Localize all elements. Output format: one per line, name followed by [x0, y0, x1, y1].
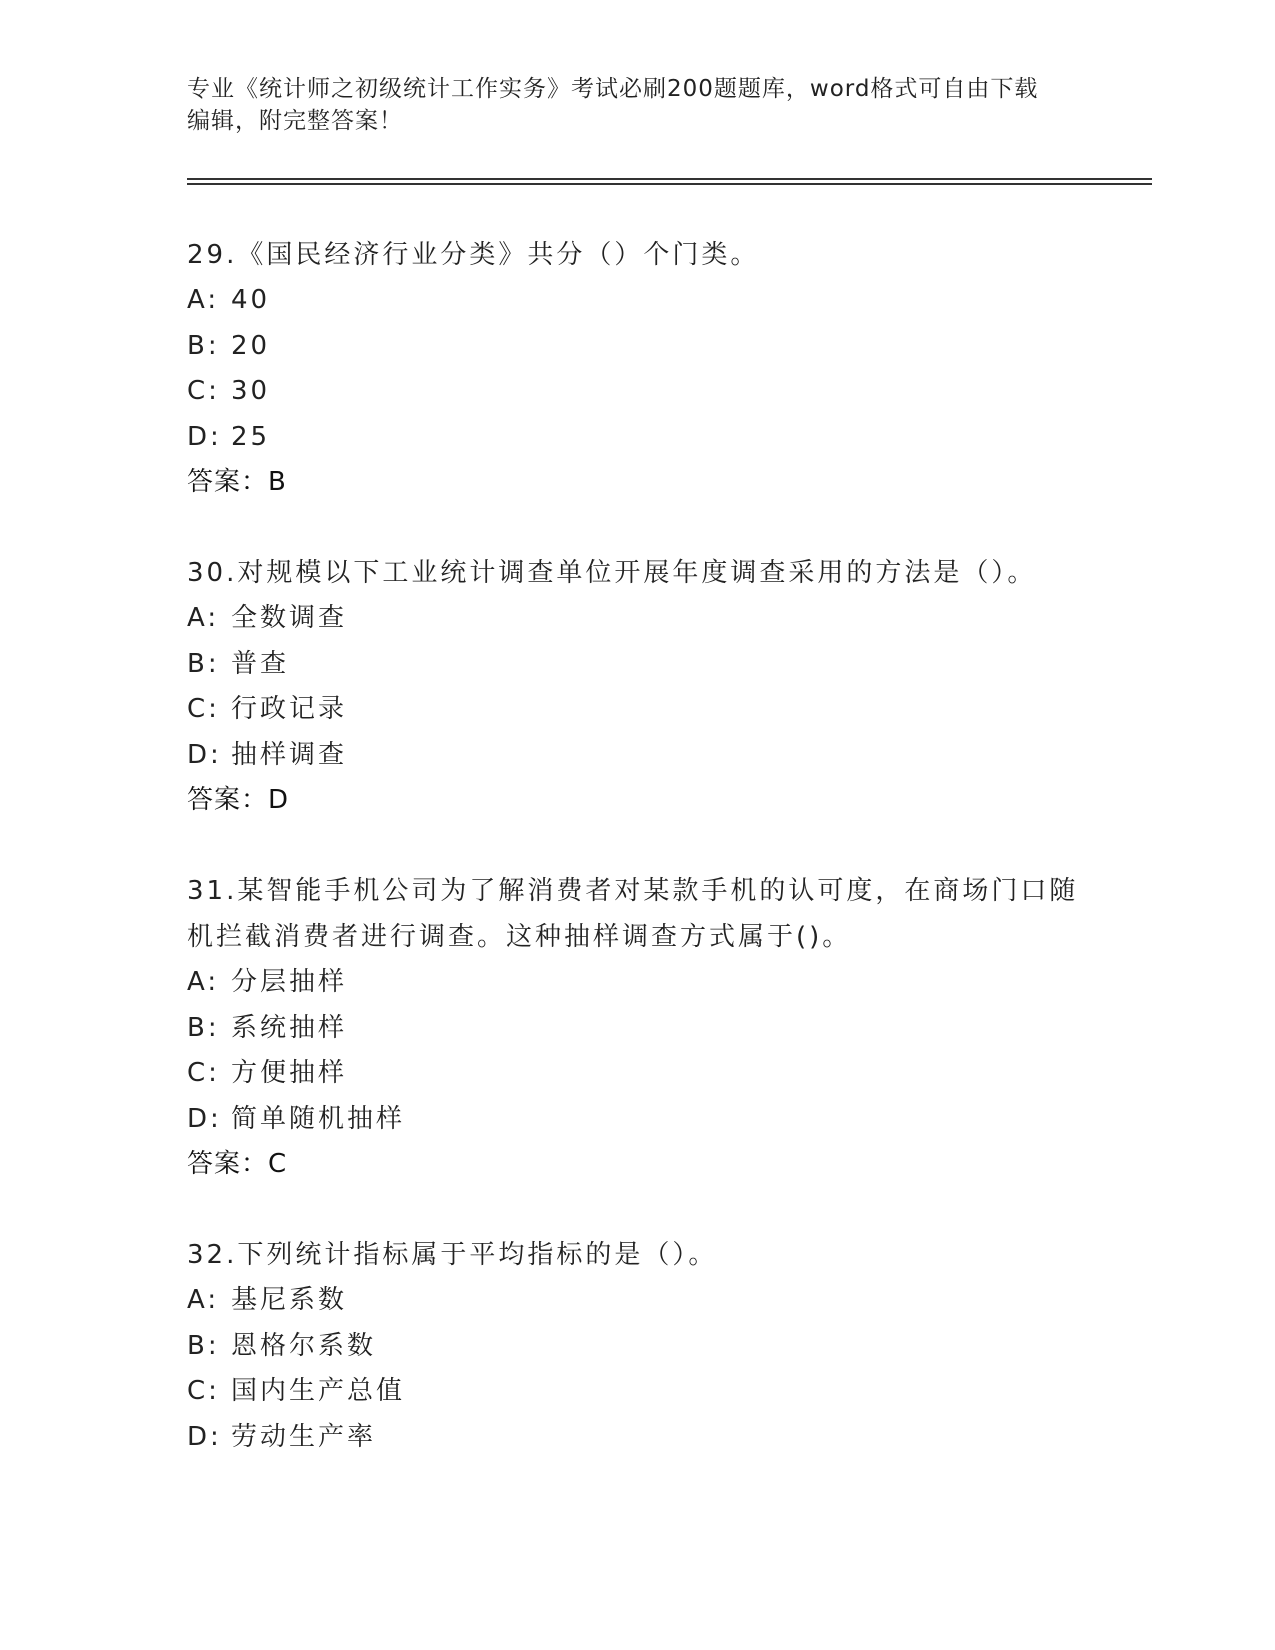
option-d	[187, 1097, 1087, 1143]
option-d	[187, 1415, 1087, 1461]
option-key: D:	[187, 739, 222, 770]
option-key: B:	[187, 648, 220, 679]
option-text: 基尼系数	[231, 1285, 348, 1315]
option-text: 全数调查	[231, 603, 348, 633]
question-31	[187, 868, 1087, 1187]
option-b	[187, 324, 1087, 370]
header-divider-bottom	[187, 183, 1152, 185]
option-key: A:	[187, 967, 220, 997]
option-c	[187, 1369, 1087, 1415]
option-text: 20	[231, 330, 271, 361]
question-stem: 29.《国民经济行业分类》共分（）个门类。	[187, 240, 760, 270]
option-a	[187, 1278, 1087, 1324]
option-c	[187, 1051, 1087, 1097]
question-stem: 32.下列统计指标属于平均指标的是（）。	[187, 1240, 718, 1270]
option-key: A:	[187, 285, 220, 315]
option-text: 方便抽样	[231, 1058, 348, 1088]
option-text: 恩格尔系数	[231, 1330, 377, 1361]
answer-line: 答案：C	[187, 1149, 288, 1179]
option-key: A:	[187, 603, 220, 633]
option-a	[187, 960, 1087, 1006]
option-b	[187, 1324, 1087, 1370]
option-text: 分层抽样	[231, 967, 348, 997]
option-c	[187, 369, 1087, 415]
option-text: 国内生产总值	[231, 1376, 406, 1406]
question-stem: 31.某智能手机公司为了解消费者对某款手机的认可度，在商场门口随机拦截消费者进行调查。这种抽样调查方式属于()。	[187, 876, 1079, 952]
option-key: A:	[187, 1285, 220, 1315]
option-key: B:	[187, 330, 220, 361]
option-key: D:	[187, 421, 222, 452]
option-key: B:	[187, 1012, 220, 1043]
question-32	[187, 1232, 1087, 1460]
option-text: 简单随机抽样	[231, 1103, 406, 1134]
option-a	[187, 596, 1087, 642]
header-line-1: 专业《统计师之初级统计工作实务》考试必刷200题题库，word格式可自由下载	[187, 76, 1039, 102]
option-text: 40	[231, 285, 271, 315]
option-key: D:	[187, 1103, 222, 1134]
option-text: 抽样调查	[231, 739, 348, 770]
option-d	[187, 415, 1087, 461]
answer-line: 答案：D	[187, 785, 290, 815]
question-stem: 30.对规模以下工业统计调查单位开展年度调查采用的方法是（）。	[187, 558, 1037, 588]
option-key: B:	[187, 1330, 220, 1361]
document-header	[187, 73, 1087, 137]
option-a	[187, 278, 1087, 324]
option-d	[187, 733, 1087, 779]
option-c	[187, 687, 1087, 733]
option-key: D:	[187, 1421, 222, 1452]
option-key: C:	[187, 1376, 220, 1406]
option-text: 系统抽样	[231, 1012, 348, 1043]
header-divider-top	[187, 178, 1152, 180]
option-text: 行政记录	[231, 694, 348, 724]
option-key: C:	[187, 694, 220, 724]
option-b	[187, 1006, 1087, 1052]
answer-line: 答案：B	[187, 467, 287, 497]
option-text: 普查	[231, 648, 290, 679]
question-30	[187, 550, 1087, 823]
option-text: 25	[231, 421, 271, 452]
option-b	[187, 642, 1087, 688]
question-29	[187, 232, 1087, 505]
header-line-2: 编辑，附完整答案！	[187, 108, 403, 134]
option-text: 30	[231, 376, 271, 406]
option-key: C:	[187, 376, 220, 406]
option-text: 劳动生产率	[231, 1421, 377, 1452]
option-key: C:	[187, 1058, 220, 1088]
